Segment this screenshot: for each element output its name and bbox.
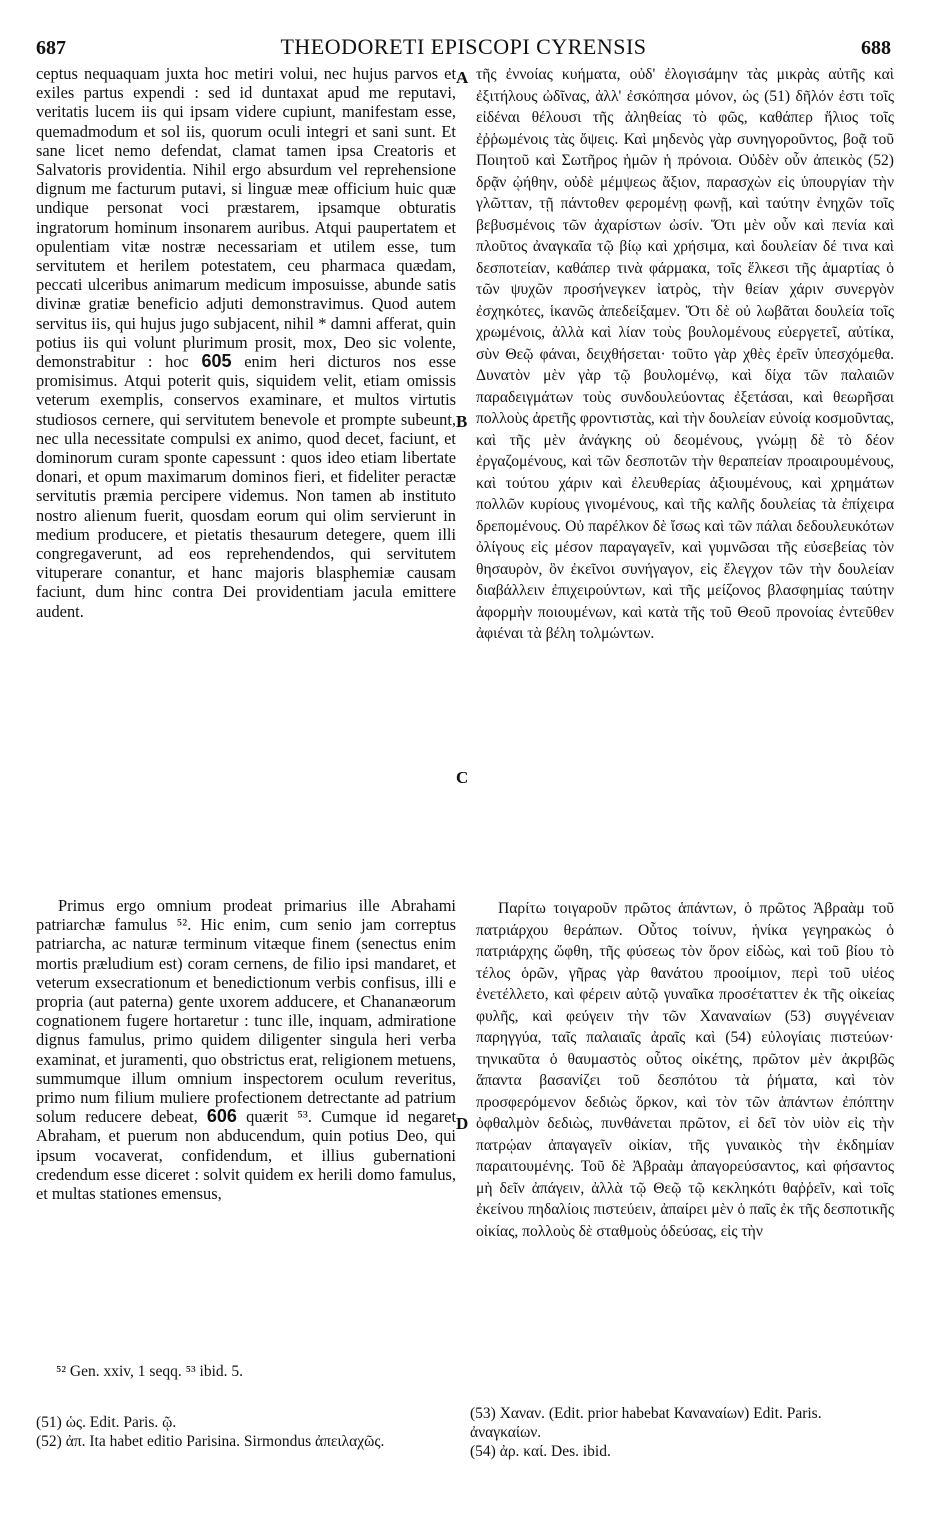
- footnote-54: (54) ἀρ. καί. Des. ibid.: [470, 1443, 611, 1460]
- latin-text-1a: ceptus nequaquam juxta hoc metiri volui, nec hujus parvos et exiles partus expendi : sed id duntaxat apud me reputavi, veritatis lucem iis qui ipsam videre cupiunt, manifestam esse, quemadmodum et sol iis, quorum oculi integri et sani sunt. Et sane licet nemo defendat, clamat tamen ipsa Creatoris et Salvatoris providentia. Nihil ergo absurdum vel reprehensione dignum me facturum putavi, si linguæ meæ officium huic quæ undique personat voci præstarem, ipsamque obturatis ingratorum hominum insonarem auribus. Atqui paupertatem et opulentiam vitæ nostræ necessariam et utilem esse, tum servitutem et herilem potestatem, ceu pharmaca quædam, peccati ulceribus animarum medicum imposuisse, abunde satis divinæ gratiæ beneficio adjuti demonstravimus. Quod autem servitus iis, qui hujus jugo subjacent, nihil * damni afferat, quin potius iis qui volunt plurimum prosit, mox, Deo sic volente, demonstrabitur : hoc: [36, 64, 456, 372]
- latin-text-2a: Primus ergo omnium prodeat primarius ille Abrahami patriarchæ famulus ⁵². Hic enim, cum senio jam correptus patriarcha, ac naturæ terminum vitæque finem (senectus enim mortis præludium est) coram cernens, de filio ipsi mandaret, et veterum exsecrationum et benedictionum verbis confisus, illi e propria (aut paterna) gente uxorem adducere, et Chananæorum cognationem fugere hortaretur : tunc ille, inquam, admiratione dignus famulus, primo quidem diligenter singula heri verba examinat, et juramenti, quo obstrictus erat, religionem metuens, summumque illum omnium inspectorem oculum reveritus, primo num filium muliere profectionem detrectante ad patrium solum reducere debeat,: [36, 896, 456, 1127]
- footnotes-left: [36, 1362, 456, 1451]
- footnotes-right: [470, 1404, 890, 1461]
- greek-paragraph-1: τῆς ἐννοίας κυήματα, οὐδ' ἐλογισάμην τὰς μικρὰς αὐτῆς καὶ ἐξιτήλους ὠδῖνας, ἀλλ' ἐσκόπησα μόνον, ὡς (51) δῆλόν ἐστι τοῖς εἰδέναι θέλουσι τῆς ἀληθείας τὸ φῶς, καθάπερ ἥλιος τοῖς ἐῤῥωμένοις τὰς ὄψεις. Καὶ μηδενὸς γὰρ συνηγοροῦντος, βοᾷ τοῦ Ποιητοῦ καὶ Σωτῆρος ἡμῶν ἡ πρόνοια. Οὐδὲν οὖν ἀπεικὸς (52) δρᾷν ᾠήθην, οὐδὲ μέμψεως ἄξιον, παρασχὼν εἰς ὑπουργίαν τὴν γλῶτταν, τῇ πάντοθεν φερομένῃ φωνῇ, καὶ ταύτην ἐνηχῶν τοῖς βεβυσμένοις τῶν ἀχαρίστων ὠσίν. Ὅτι μὲν οὖν καὶ πενία καὶ πλοῦτος ἀναγκαῖα τῷ βίῳ καὶ χρήσιμα, καὶ δουλείαν δέ τινα καὶ δεσποτείαν, καθάπερ τινὰ φάρμακα, τοῖς ἕλκεσι τῆς ἁμαρτίας ὁ τῶν ψυχῶν προσήνεγκεν ἰατρὸς, τὴν θείαν χάριν συνεργὸν ἐσχηκότες, ἱκανῶς ἀπεδείξαμεν. Ὅτι δὲ οὐ λωβᾶται δουλεία τοῖς χρωμένοις, ἀλλὰ καὶ λίαν τοὺς βουλομένους εὐεργετεῖ, αὐτίκα, σὺν Θεῷ φάναι, δειχθήσεται· τοῦτο γὰρ χθὲς ἐρεῖν ὑπεσχόμεθα. Δυνατὸν μὲν γὰρ τῷ βουλομένῳ, καὶ δίχα τῶν παλαιῶν παραδειγμάτων τοὺς συνδουλεύοντας ἐξετάσαι, καὶ θεωρῆσαι πολλοὺς ἀρετῆς φροντιστὰς, καὶ τὴν δουλείαν εὐνοίᾳ κοσμοῦντας, καὶ τῆς μὲν ἀνάγκης οὐ δεομένους, γνώμῃ δὲ τὸ δέον ἐργαζομένους, καὶ τῶν δεσποτῶν τὴν θεραπείαν προαιρουμένους, καὶ τούτου χάριν καὶ ἐλευθερίας ἀξιουμένους, καὶ χρημάτων πολλῶν κυρίους γινομένους, καὶ τῆς καλῆς δουλείας τὰ ἐπίχειρα δρεπομένους. Οὐ παρέλκον δὲ ἴσως καὶ τῶν πάλαι δεδουλευκότων ὀλίγους εἰς μέσον παραγαγεῖν, καὶ γυμνῶσαι τῆς εὐσεβείας τὸν θησαυρὸν, ὃν ἐκεῖνοι συνήγαγον, εἰς ἔλεγχον τῶν τὴν δουλείαν διαβάλλειν ἐπιχειρούντων, καὶ τῆς μείζονος βλασφημίας ταύτην ἀφορμὴν ποιουμένων, καὶ κατὰ τῆς τοῦ Θεοῦ προνοίας ἐντεῦθεν ἀφιέναι τὰ βέλη τολμώντων.: [476, 66, 894, 642]
- section-marker-a: A: [456, 68, 469, 87]
- latin-paragraph-1: [36, 64, 456, 621]
- page-number-left: 687: [36, 37, 66, 59]
- latin-column: [36, 64, 456, 621]
- latin-text-1b: enim heri dicturos nos esse promisimus. Atqui poterit quis, siquidem velit, etiam omissis veterum exemplis, conservos examinare, et multos virtutis studiosos cernere, qui servitutem benevole et prompte subeunt, nec ulla necessitate compulsi ex animo, quod decet, faciunt, et dominorum curam sponte capessunt : quos ideo etiam libertate donari, et opum maximarum dominos fieri, et fideliter peractæ servitutis præmia percipere videmus. Non tamen ab instituto nostro alienum fuerit, quosdam eorum qui olim servierunt in medium producere, et pietatis thesaurum detegere, quem illi congregaverunt, ad eos reprehendendos, qui servitutem vituperare conantur, et hanc majoris blasphemiæ causam faciunt, dum hinc contra Dei providentiam jacula emittere audent.: [36, 352, 456, 621]
- greek-paragraph-2: Παρίτω τοιγαροῦν πρῶτος ἁπάντων, ὁ πρῶτος Ἀβραὰμ τοῦ πατριάρχου θεράπων. Οὗτος τοίνυν, ἡνίκα γεγηρακὼς ὁ πατριάρχης ὤφθη, τῆς φύσεως τὸν ὅρον εἰδὼς, καὶ τοῦ βίου τὸ τέλος ὁρῶν, γῆρας γὰρ θανάτου προοίμιον, περὶ τοῦ υἱέος ἐνετέλλετο, καὶ φέρειν αὐτῷ γυναῖκα προσέταττεν ἐκ τῆς οἰκείας φυλῆς, καὶ φεύγειν τὴν τῶν Χαναναίων (53) συγγένειαν παρηγγύα, ταῖς παλαιαῖς ἀραῖς καὶ (54) εὐλογίαις πιστεύων· τηνικαῦτα ὁ θαυμαστὸς οὗτος οἰκέτης, πρῶτον μὲν ἀκριβῶς ἅπαντα βασανίζει τοῦ δεσπότου τὰ ῥήματα, καὶ τὸν προσφερόμενον δεδιὼς ὅρκον, καὶ τὸν τῶν ἁπάντων ἐπόπτην ὀφθαλμὸν δεδιὼς, πυνθάνεται πρῶτον, εἰ δεῖ τὸν υἱὸν εἰς τὴν πατρῴαν ἀπαγαγεῖν οἰκίαν, τῆς γυναικὸς τὴν ἐκδημίαν παραιτουμένης. Τοῦ δὲ Ἀβραὰμ ἀπαγορεύσαντος, καὶ φήσαντος μὴ δεῖν ἀπάγειν, ἀλλὰ τῷ Θεῷ τῷ κεκληκότι θαῤῥεῖν, καὶ τοῖς ἐκείνου πηδαλίοις πιστεύειν, ἀπαίρει μὲν ὁ παῖς ἐκ τῆς δεσποτικῆς οἰκίας, πολλοὺς δὲ σταθμοὺς ὁδεύσας, εἰς τὴν: [476, 900, 894, 1240]
- section-marker-d: D: [456, 1114, 469, 1133]
- page-number-right: 688: [861, 37, 891, 59]
- footnote-52: (52) ἀπ. Ita habet editio Parisina. Sirmondus ἀπειλαχῶς.: [36, 1433, 385, 1450]
- section-marker-b: B: [456, 412, 468, 431]
- section-marker-c: C: [456, 768, 469, 787]
- page-header: [36, 34, 891, 64]
- running-title: THEODORETI EPISCOPI CYRENSIS: [280, 34, 647, 59]
- footnote-53: (53) Χαναν. (Edit. prior habebat Καναναίων) Edit. Paris. ἀναγκαίων.: [470, 1405, 822, 1441]
- latin-column-lower: [36, 896, 456, 1203]
- margin-number-605: 605: [201, 351, 232, 372]
- margin-number-606: 606: [206, 1106, 237, 1127]
- greek-column-lower: [476, 898, 894, 1242]
- footnote-51: (51) ὡς. Edit. Paris. ῷ.: [36, 1414, 177, 1431]
- scripture-references: ⁵² Gen. xxiv, 1 seqq. ⁵³ ibid. 5.: [56, 1363, 243, 1380]
- latin-paragraph-2: [36, 896, 456, 1203]
- latin-text-2b: quærit ⁵³. Cumque id negaret Abraham, et puerum non abducendum, quin potius Deo, qui ipsum vocaverat, confidendum, et illius gubernationi credendum esse diceret : solvit quidem ex herili domo famulus, et multas stationes emensus,: [36, 1107, 456, 1204]
- greek-column: [476, 64, 894, 645]
